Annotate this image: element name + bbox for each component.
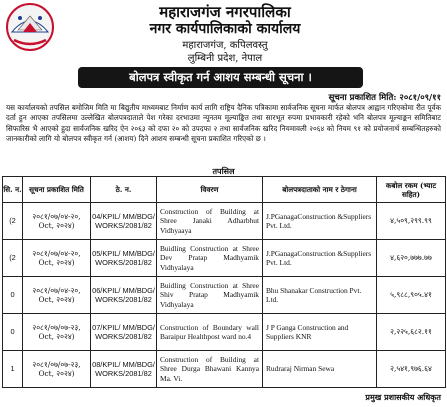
cell-bidder: J.PGanagaConstruction &Suppliers Pvt. Ltd. [263, 203, 377, 240]
cell-date: २०८१/०७/०७-२३, Oct, २०२४) [23, 314, 91, 351]
header-desc: विवरण [157, 177, 263, 203]
cell-amount: २,५४१,९७६.६४ [377, 351, 446, 388]
table-row [3, 240, 446, 277]
header-bidder: बोलपत्रदाताको नाम र ठेगाना [263, 177, 377, 203]
cell-sn: (2 [3, 240, 23, 277]
publish-date-value: २०८१/०९/११ [399, 93, 441, 103]
signatory-title: प्रमुख प्रशासकीय अधिकृत [365, 392, 441, 402]
cell-date: २०८१/०७/०७-२३, Oct, २०२४) [23, 351, 91, 388]
office-name: नगर कार्यपालिकाको कार्यालय [149, 21, 301, 37]
cell-amount: ४,६२०,७७७.७७ [377, 240, 446, 277]
cell-desc: Construction of Building at Shree Durga Bhawani Kannya Ma. Vi. [157, 351, 263, 388]
table-row [3, 314, 446, 351]
header-date: सूचना प्रकाशित मिति [23, 177, 91, 203]
office-address: महाराजगंज, कपिलवस्तु [182, 40, 268, 51]
publish-date-line: सूचना प्रकाशित मिति: २०८१/०९/११ [328, 93, 441, 103]
cell-desc: Buidling Construction at Shree Dev Pratap Madhyamik Vidhyalaya [157, 240, 263, 277]
cell-date: २०८१/०७/०४-२०, Oct, २०२४) [23, 277, 91, 314]
cell-ref: 04/KPIL/ MM/BDG/ WORKS/2081/82 [91, 203, 157, 240]
bid-table [2, 176, 446, 388]
cell-bidder: J P Ganga Construction and Suppliers KNR [263, 314, 377, 351]
header-ref: ठे. न. [91, 177, 157, 203]
cell-bidder: Bhu Shanakar Construction Pvt. Ltd. [263, 277, 377, 314]
cell-ref: 08/KPIL/ MM/BDG/ WORKS/2081/82 [91, 351, 157, 388]
table-title: तपसिल [212, 166, 235, 176]
cell-ref: 05/KPIL/ MM/BDG/ WORKS/2081/82 [91, 240, 157, 277]
table-header-row [3, 177, 446, 203]
table-row [3, 203, 446, 240]
cell-amount: ४,५०९,२९९.९९ [377, 203, 446, 240]
header-amount: कबोल रकम (भ्याट सहित) [377, 177, 446, 203]
table-row [3, 351, 446, 388]
cell-date: २०८१/०७/०४-२०, Oct, २०२४) [23, 203, 91, 240]
cell-sn: (2 [3, 203, 23, 240]
cell-bidder: Rudraraj Nirman Sewa [263, 351, 377, 388]
nepal-emblem-icon [4, 2, 56, 52]
municipality-name: महाराजगंज नगरपालिका [159, 3, 291, 21]
cell-bidder: J.PGanagaConstruction &Suppliers Pvt. Ltd. [263, 240, 377, 277]
notice-body: यस कार्यालयको तपसिल बमोजिम मिति मा बिद्युतीय माध्यमबाट निर्माण कार्य लागि राष्ट्रिय दैनिक पत्रिकामा सार्वजनिक सूचना मार्फत बोलपत्र आह्वान गरिएकोमा रीत पूर्वक दर्ता हुन आएका तपसिलमा उल्लेखित बोलपत्रदाताले पेश गरेका दरभाउमा न्यूनतम मूल्याङ्कित तथा सारभूत रुपमा प्रभावकारी रहेको भनि बोलपत्र मूल्याङ्कन समितिबाट सिफारिस भै आएको हुदा सार्वजनिक खरिद ऐन २०६३ को दफा २० को उपदफा २ तथा सार्वजनिक खरिद नियमावली २०६४ को नियम ९१ को प्रयोजनार्थ सम्बन्धितहरुको जानकारीको लागि यो बोलपत्र स्वीकृत गर्न (आशय) दिने आशय सम्बन्धी सूचना प्रकाशित गरिएको छ । [6, 103, 441, 144]
notice-title: बोलपत्र स्वीकृत गर्न आशय सम्बन्धी सूचना । [78, 67, 363, 88]
table-row [3, 277, 446, 314]
office-province: लुम्बिनी प्रदेश, नेपाल [187, 53, 263, 64]
cell-desc: Buidling Construction at Shree Shiv Pratap Madhyamik Vidhyalaya [157, 277, 263, 314]
cell-ref: 07/KPIL/ MM/BDG/ WORKS/2081/82 [91, 314, 157, 351]
cell-amount: ५,९८८,९०५.४१ [377, 277, 446, 314]
cell-desc: Construction of Boundary wall Baraipur Healthpost ward no.4 [157, 314, 263, 351]
cell-sn: 1 [3, 351, 23, 388]
cell-amount: २,२२५,६८२.११ [377, 314, 446, 351]
cell-sn: 0 [3, 277, 23, 314]
header-sn: सि. न. [3, 177, 23, 203]
cell-sn: 0 [3, 314, 23, 351]
cell-desc: Construction of Building at Shree Janaki Adharbhut Vidhyaaya [157, 203, 263, 240]
cell-date: २०८१/०७/०४-२०, Oct, २०२४) [23, 240, 91, 277]
publish-date-label: सूचना प्रकाशित मिति [328, 93, 394, 103]
cell-ref: 06/KPIL/ MM/BDG/ WORKS/2081/82 [91, 277, 157, 314]
